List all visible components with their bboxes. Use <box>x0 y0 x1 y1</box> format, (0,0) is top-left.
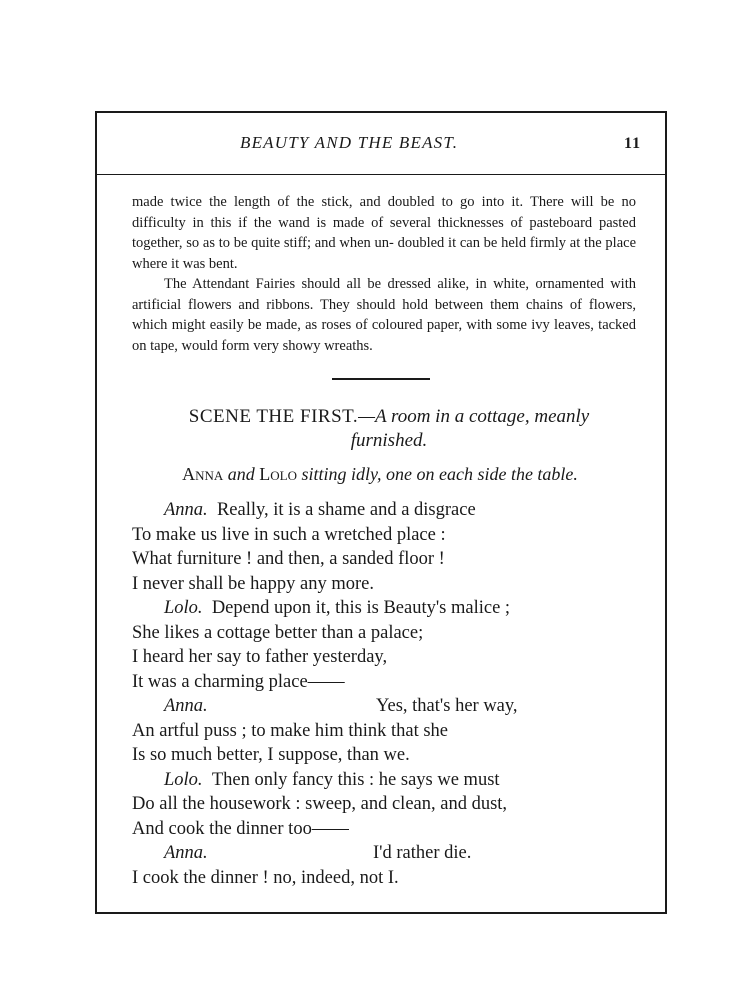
speaker-name: Lolo. <box>164 769 203 790</box>
verse-line: She likes a cottage better than a palace; <box>132 622 424 643</box>
stage-direction-action: sitting idly, one on each side the table. <box>301 464 578 484</box>
verse-line: An artful puss ; to make him think that she <box>132 720 448 741</box>
verse-line <box>132 596 652 621</box>
verse-line: It was a charming place—— <box>132 671 345 692</box>
frame-left-rule <box>95 111 97 912</box>
stage-direction-conjunction: and <box>227 464 255 484</box>
speaker-name: Anna. <box>164 500 208 520</box>
verse-text: I'd rather die. <box>373 843 472 863</box>
prose-paragraph: made twice the length of the stick, and doubled to go into it. There will be no difficulty in this if the wand is made of several thicknesses of pasteboard pasted together, so as to be quite stiff; and when un- doubled it can be held firmly at the place where it was bent. <box>132 194 636 272</box>
speaker-name: Lolo. <box>164 598 203 618</box>
verse-line <box>132 841 652 866</box>
verse-line: To make us live in such a wretched place : <box>132 524 446 545</box>
header-rule <box>95 174 667 175</box>
verse-text: Then only fancy this : he says we must <box>211 769 500 790</box>
page-number: 11 <box>624 135 642 152</box>
scene-heading <box>154 405 624 453</box>
scene-description-continued: furnished. <box>350 430 428 451</box>
prose-block <box>132 192 636 356</box>
verse-line <box>132 498 652 523</box>
verse-block <box>132 498 652 890</box>
frame-top-rule <box>95 111 667 113</box>
speaker-name: Anna. <box>164 843 208 863</box>
verse-line: I heard her say to father yesterday, <box>132 647 388 667</box>
verse-line: What furniture ! and then, a sanded floor ! <box>132 549 445 569</box>
frame-bottom-rule <box>95 912 667 914</box>
verse-line: And cook the dinner too—— <box>132 818 349 839</box>
verse-line <box>132 694 652 719</box>
speaker-name: Anna. <box>164 696 208 716</box>
frame-right-rule <box>665 111 667 912</box>
scene-title: SCENE THE FIRST. <box>188 406 359 427</box>
running-head: BEAUTY AND THE BEAST. <box>240 133 459 152</box>
verse-line: I never shall be happy any more. <box>132 573 374 594</box>
section-divider <box>332 378 430 380</box>
verse-text: Really, it is a shame and a disgrace <box>216 500 476 520</box>
prose-paragraph: The Attendant Fairies should all be dressed alike, in white, ornamented with artificial flowers and ribbons. They should hold between them chains of flowers, which might easily be made, as roses of coloured paper, with some ivy leaves, tacked on tape, would form very showy wreaths. <box>132 276 636 354</box>
character-name: Anna <box>182 464 224 484</box>
verse-text: Depend upon it, this is Beauty's malice ; <box>211 598 511 618</box>
character-name: Lolo <box>259 464 297 484</box>
verse-line: Do all the housework : sweep, and clean, and dust, <box>132 794 508 814</box>
verse-line <box>132 768 652 793</box>
verse-line: Is so much better, I suppose, than we. <box>132 745 410 765</box>
stage-direction <box>120 464 640 485</box>
verse-text: Yes, that's her way, <box>376 696 518 716</box>
scene-description: —A room in a cottage, meanly <box>358 406 590 427</box>
verse-line: I cook the dinner ! no, indeed, not I. <box>132 867 399 888</box>
